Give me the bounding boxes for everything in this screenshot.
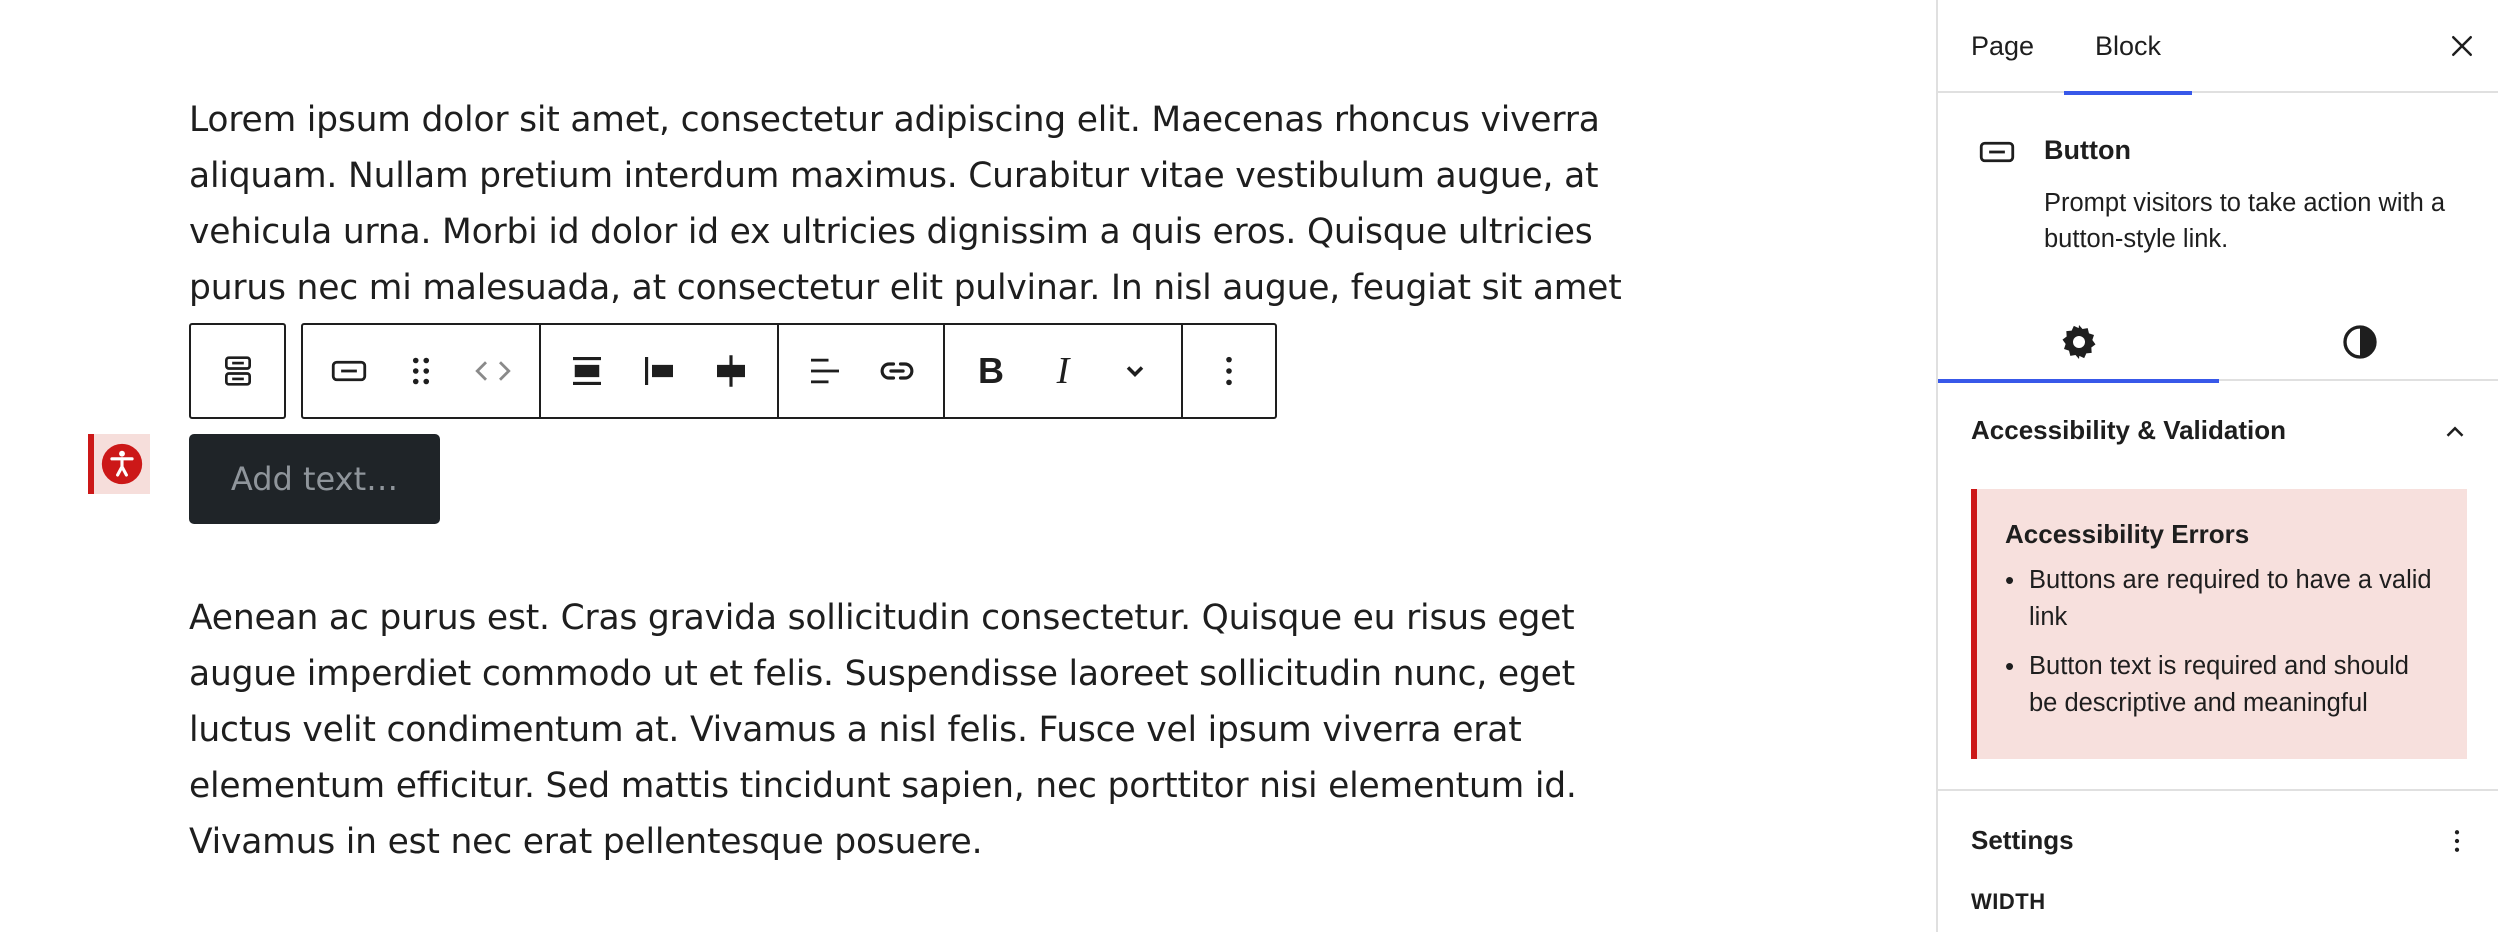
close-sidebar-button[interactable]	[2442, 26, 2482, 66]
move-arrows-icon	[472, 350, 514, 392]
error-list	[2005, 562, 2441, 722]
move-buttons[interactable]	[457, 335, 529, 407]
bold-button[interactable]	[955, 335, 1027, 407]
paragraph-block[interactable]: Lorem ipsum dolor sit amet, consectetur adipiscing elit. Maecenas rhoncus viverra aliquam. Nullam pretium interdum maximus. Curabitur vitae vestibulum augue, at vehicula urna. Morbi id dolor id ex ultricies dignissim a quis eros. Quisque ultricies purus nec mi malesuada, at consectetur elit pulvinar. In nisl augue, feugiat sit amet	[189, 100, 1622, 308]
block-toolbar-main	[301, 323, 1277, 419]
justify-center-button[interactable]	[695, 335, 767, 407]
justify-left-icon	[638, 350, 680, 392]
tab-styles[interactable]	[2219, 303, 2498, 381]
tab-settings[interactable]	[1938, 303, 2219, 381]
block-card-title: Button	[2044, 135, 2131, 165]
inspector-tabs	[1938, 303, 2498, 381]
settings-sidebar	[1936, 0, 2498, 932]
width-label: WIDTH	[1971, 889, 2046, 914]
justify-top-icon	[566, 350, 608, 392]
block-type-button[interactable]	[313, 335, 385, 407]
italic-button[interactable]	[1027, 335, 1099, 407]
settings-options-button[interactable]	[2442, 821, 2472, 861]
bold-icon: B	[978, 350, 1004, 391]
button-block[interactable]: Add text…	[189, 434, 440, 524]
close-icon	[2447, 31, 2477, 61]
button-block-icon	[1976, 131, 2018, 173]
paragraph-block[interactable]: Aenean ac purus est. Cras gravida sollicitudin consectetur. Quisque eu risus eget augue imperdiet commodo ut et felis. Suspendisse laoreet sollicitudin nunc, eget luctus velit condimentum at. Vivamus a nisl felis. Fusce vel ipsum viverra erat elementum efficitur. Sed mattis tincidunt sapien, nec porttitor nisi elementum id. Vivamus in est nec erat pellentesque posuere.	[189, 598, 1577, 862]
error-item: • Button text is required and should be descriptive and meaningful	[2005, 648, 2441, 722]
link-button[interactable]	[861, 335, 933, 407]
accessibility-panel-title[interactable]: Accessibility & Validation	[1971, 415, 2286, 445]
justify-top-button[interactable]	[551, 335, 623, 407]
button-block-icon	[328, 350, 370, 392]
align-text-button[interactable]	[789, 335, 861, 407]
sidebar-header	[1938, 0, 2498, 93]
options-icon	[1208, 350, 1250, 392]
justify-left-button[interactable]	[623, 335, 695, 407]
toolbar-group-format	[945, 325, 1183, 417]
toolbar-group-options	[1183, 325, 1275, 417]
settings-panel	[1938, 791, 2498, 932]
more-formatting-button[interactable]	[1099, 335, 1171, 407]
justify-center-icon	[710, 350, 752, 392]
settings-gear-icon	[2059, 322, 2099, 362]
options-button[interactable]	[1193, 335, 1265, 407]
block-toolbar	[189, 323, 1277, 419]
buttons-parent-icon	[218, 351, 258, 391]
error-item: • Buttons are required to have a valid link	[2005, 562, 2441, 636]
drag-handle-icon	[400, 350, 442, 392]
accessibility-errors-notice	[1971, 489, 2467, 759]
block-card	[1938, 93, 2498, 303]
settings-panel-title: Settings	[1971, 825, 2074, 855]
align-left-icon	[804, 350, 846, 392]
tab-block[interactable]: Block	[2064, 0, 2192, 93]
toolbar-group-block	[303, 325, 541, 417]
styles-contrast-icon	[2340, 322, 2380, 362]
chevron-up-icon[interactable]	[2440, 417, 2470, 447]
options-icon	[2442, 823, 2472, 859]
italic-icon: I	[1056, 350, 1070, 392]
accessibility-validation-panel	[1938, 381, 2498, 791]
link-icon	[876, 350, 918, 392]
notice-title: Accessibility Errors	[2005, 519, 2250, 549]
drag-handle-button[interactable]	[385, 335, 457, 407]
select-parent-buttons-button[interactable]	[189, 323, 286, 419]
toolbar-group-text	[779, 325, 945, 417]
accessibility-icon	[100, 442, 144, 486]
toolbar-group-justify	[541, 325, 779, 417]
accessibility-error-marker[interactable]	[88, 434, 150, 494]
tab-page[interactable]: Page	[1971, 31, 2035, 61]
more-formatting-chevron-icon	[1114, 350, 1156, 392]
block-card-description: Prompt visitors to take action with a button-style link.	[2044, 189, 2446, 253]
